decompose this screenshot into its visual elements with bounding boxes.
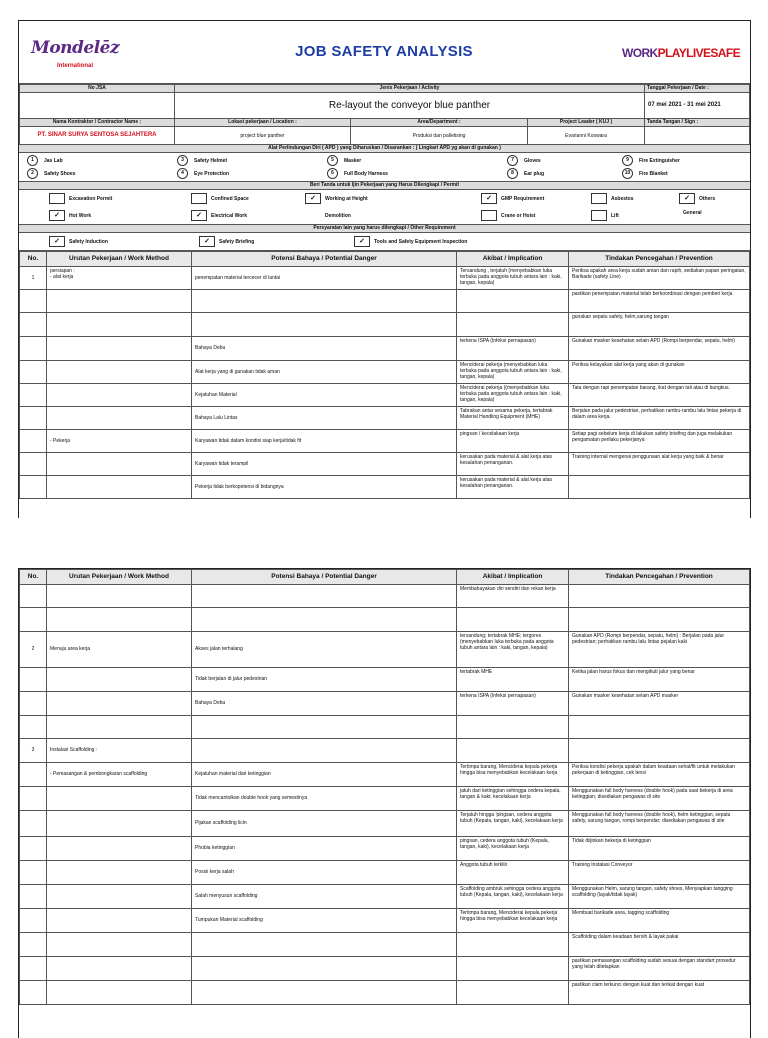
permit-label: Confined Space: [211, 195, 249, 202]
row-implication: jatuh dari ketinggian sehingga cedera kepala, tangan & kaki; kecelakaan kerja: [457, 787, 569, 811]
row-prevention: Membuat barikade area, tagging scaffolding: [569, 909, 750, 933]
mondelez-logo: [31, 38, 119, 72]
row-number: [20, 290, 47, 313]
row-implication: tertabrak MHE: [457, 668, 569, 692]
row-number: [20, 384, 47, 407]
no-jsa-label: No JSA: [20, 85, 175, 93]
row-prevention: pastikan penempatan material telah berkoordinasi dengan pemberi kerja: [569, 290, 750, 313]
other-req-item[interactable]: [49, 236, 199, 247]
row-implication: terkena ISPA (Infeksi pernapasan): [457, 337, 569, 361]
row-number: [20, 885, 47, 909]
row-prevention: Tata dengan rapi penempatan barang, ikat dengan tali atau di bungkus.: [569, 384, 750, 407]
row-method: [47, 476, 192, 499]
row-prevention: Training internal mengenai penggunaan alat kerja yang baik & benar: [569, 453, 750, 476]
row-number: 2: [20, 632, 47, 668]
row-number: [20, 668, 47, 692]
row-implication: kerusakan pada material & alat kerja atas kesalahan penanganan.: [457, 453, 569, 476]
ppe-bar: Alat Perlindungan Diri ( APD ) yang Diharuskan / Disarankan : ( Lingkari APD yg akan di gunakan ): [19, 145, 750, 153]
table-row: [20, 692, 750, 716]
row-implication: [457, 313, 569, 337]
table-row: [20, 290, 750, 313]
permit-label: General: [683, 210, 702, 216]
row-prevention: pastikan pemasangan scaffolding sudah sesuai dengan standart prosedur yang telah ditetapkan: [569, 957, 750, 981]
jsa-page-2: [18, 568, 751, 1038]
row-number: [20, 313, 47, 337]
row-number: [20, 407, 47, 430]
permit-label: GMP Requirement: [501, 195, 545, 202]
permit-item[interactable]: [191, 210, 305, 221]
other-req-checkbox[interactable]: ✓: [49, 236, 65, 247]
row-number: [20, 716, 47, 739]
permit-label: Excavation Permit: [69, 195, 113, 202]
ppe-number: 4: [177, 168, 188, 179]
date-label: Tanggal Pekerjaan / Date :: [645, 85, 750, 93]
col-no: No.: [20, 570, 47, 585]
row-number: [20, 861, 47, 885]
other-req-row: [19, 233, 750, 251]
table-row: [20, 337, 750, 361]
row-method: [47, 837, 192, 861]
contractor-value: PT. SINAR SURYA SENTOSA SEJAHTERA: [20, 127, 175, 145]
row-prevention: [569, 608, 750, 632]
row-danger: Karyawan tidak terampil: [192, 453, 457, 476]
slogan-live: LIVE: [686, 46, 711, 60]
table-row: [20, 608, 750, 632]
permit-bar: Beri Tanda untuk Ijin Pekerjaan yang Harus Dilengkapi / Permit: [19, 182, 750, 190]
row-method: persiapan : - alat kerja: [47, 267, 192, 290]
row-number: 3: [20, 739, 47, 763]
row-method: [47, 313, 192, 337]
slogan-work: WORK: [622, 46, 658, 60]
row-number: [20, 585, 47, 608]
row-prevention: Scaffolding dalam keadaan bersih & layak pakai: [569, 933, 750, 957]
slogan-safe: SAFE: [710, 46, 740, 60]
permit-item[interactable]: [591, 193, 679, 204]
row-number: [20, 981, 47, 1005]
table-row: [20, 632, 750, 668]
other-req-label: Safety Briefing: [219, 238, 255, 245]
row-method: [47, 716, 192, 739]
row-danger: Bahaya Debu: [192, 337, 457, 361]
col-method: Urutan Pekerjaan / Work Method: [47, 570, 192, 585]
row-method: [47, 668, 192, 692]
row-prevention: Berjalan pada jalur pedestrian, perhatikan rambu-rambu lalu lintas pekerja di dalam area kerja.: [569, 407, 750, 430]
row-method: [47, 608, 192, 632]
other-req-bar: Persyaratan lain yang harus dilengkapi / Other Requirement: [19, 225, 750, 233]
row-prevention: Tidak diijinkan bekerja di ketinggian: [569, 837, 750, 861]
col-implication: Akibat / Implication: [457, 252, 569, 267]
location-value: project blue panther: [175, 127, 351, 145]
other-req-label: Safety Induction: [69, 238, 108, 245]
table-row: [20, 837, 750, 861]
permit-checkbox[interactable]: ✓: [305, 193, 321, 204]
signature-label: Tanda Tangan / Sign :: [645, 119, 750, 127]
row-danger: [192, 585, 457, 608]
permit-checkbox[interactable]: [591, 210, 607, 221]
row-danger: [192, 933, 457, 957]
jsa-table-page-2: [19, 569, 750, 1005]
row-danger: [192, 957, 457, 981]
leader-label: Project Leader ( KUJ ): [528, 119, 645, 127]
row-method: [47, 692, 192, 716]
ppe-number: 1: [27, 155, 38, 166]
logo-text: Mondelēz: [31, 38, 120, 58]
activity-label: Jenis Pekerjaan / Activity: [175, 85, 645, 93]
row-implication: Anggota tubuh terkilir: [457, 861, 569, 885]
row-danger: Salah menyusun scaffolding: [192, 885, 457, 909]
row-implication: [457, 608, 569, 632]
row-implication: [457, 981, 569, 1005]
permit-item[interactable]: [305, 210, 481, 221]
other-req-checkbox[interactable]: ✓: [354, 236, 370, 247]
table-row: [20, 933, 750, 957]
jsa-table-page-1: [19, 251, 750, 499]
permit-item[interactable]: [49, 193, 191, 204]
ppe-item[interactable]: [622, 155, 742, 166]
table-row: [20, 885, 750, 909]
table-row: [20, 384, 750, 407]
table-row: [20, 763, 750, 787]
row-danger: Bahaya Debu: [192, 692, 457, 716]
row-prevention: Ketika jalan harus fokus dan mengikuti jalur yang benar: [569, 668, 750, 692]
jsa-page-1: [18, 20, 751, 518]
row-method: - Pemasangan & pembongkaran scaffolding: [47, 763, 192, 787]
table-row: [20, 861, 750, 885]
row-danger: Tidak berjalan di jalur pedestrian: [192, 668, 457, 692]
table-row: [20, 361, 750, 384]
row-prevention: Periksa apakah area kerja sudah aman dan rapih, sediakan papan peringatan, Barikade (safety Line): [569, 267, 750, 290]
row-danger: Tumpukan Material scaffolding: [192, 909, 457, 933]
row-prevention: [569, 585, 750, 608]
date-value: 07 mei 2021 - 31 mei 2021: [645, 93, 750, 119]
row-method: Menuju area kerja: [47, 632, 192, 668]
logo-sub: International: [57, 63, 94, 69]
row-number: [20, 957, 47, 981]
row-prevention: Gunakan APD (Rompi berpendar, sepatu, helm) : Berjalan pada jalur pedestrian; perhatikan rambu lalu lintas pejalan kaki: [569, 632, 750, 668]
row-implication: Terjatuh hingga 'pingsan, cedera anggota tubuh (Kepala, tangan, kaki), kecelakaan kerja: [457, 811, 569, 837]
row-number: [20, 692, 47, 716]
ppe-number: 8: [507, 168, 518, 179]
table-row: [20, 407, 750, 430]
row-danger: Karyawan tidak dalam kondisi siap kerja/tidak fit: [192, 430, 457, 453]
row-danger: Kejatuhan material dari ketinggian: [192, 763, 457, 787]
permit-item[interactable]: [305, 193, 481, 204]
permit-checkbox[interactable]: [481, 210, 497, 221]
row-method: [47, 290, 192, 313]
row-implication: pingsan / kecelakaan kerja: [457, 430, 569, 453]
row-danger: [192, 608, 457, 632]
permit-checkbox[interactable]: ✓: [49, 210, 65, 221]
ppe-number: 6: [327, 168, 338, 179]
row-implication: kerusakan pada material & alat kerja atas kesalahan penanganan.: [457, 476, 569, 499]
table-row: [20, 585, 750, 608]
row-danger: Akses jalan terhalang: [192, 632, 457, 668]
ppe-item[interactable]: [177, 168, 327, 179]
table-header: [20, 570, 750, 585]
col-method: Urutan Pekerjaan / Work Method: [47, 252, 192, 267]
row-prevention: Menggunakan full body harness (double hook) pada saat bekerja di area ketinggian; disediakan pengawas di site: [569, 787, 750, 811]
no-jsa-value: [20, 93, 175, 119]
row-prevention: Setiap pagi sebelum kerja di lakukan safety briefing dan juga melakukan pengamatan perilaku pekerjanya: [569, 430, 750, 453]
row-implication: Membahayakan diri sendiri dan rekan kerja: [457, 585, 569, 608]
row-prevention: [569, 476, 750, 499]
permit-label: Electrical Work: [211, 212, 248, 219]
permit-item[interactable]: [481, 193, 591, 204]
row-method: [47, 787, 192, 811]
row-method: [47, 384, 192, 407]
table-row: [20, 476, 750, 499]
ppe-label: Eye Protection: [194, 170, 230, 177]
ppe-item[interactable]: [507, 155, 622, 166]
row-number: [20, 453, 47, 476]
row-prevention: [569, 716, 750, 739]
table-row: [20, 811, 750, 837]
row-implication: pingsan, cedera anggota tubuh (Kepala, tangan, kaki), kecelakaan kerja: [457, 837, 569, 861]
row-prevention: Periksa kelayakan alat kerja yang akan di gunakan: [569, 361, 750, 384]
row-danger: Pekerja tidak berkopetensi di bidangnya: [192, 476, 457, 499]
row-method: [47, 811, 192, 837]
table-header: [20, 252, 750, 267]
row-danger: Bahaya Lalu Lintas: [192, 407, 457, 430]
info-table: [19, 84, 750, 145]
ppe-label: Masker: [344, 157, 362, 164]
permit-label: Asbestos: [611, 195, 634, 202]
activity-value: Re-layout the conveyor blue panther: [175, 93, 645, 119]
table-row: [20, 909, 750, 933]
col-implication: Akibat / Implication: [457, 570, 569, 585]
row-danger: Phobia ketinggian: [192, 837, 457, 861]
row-implication: Tertimpa barang, Menciderai kepala pekerja hingga bisa menyebabkan kecelakaan kerja: [457, 909, 569, 933]
row-implication: [457, 933, 569, 957]
col-danger: Potensi Bahaya / Potential Danger: [192, 252, 457, 267]
permit-label: Crane or Hoist: [501, 212, 536, 219]
row-prevention: pastikan clam terkunci dengan kuat dan terikat dengan kuat: [569, 981, 750, 1005]
permit-item[interactable]: [191, 193, 305, 204]
document-title: JOB SAFETY ANALYSIS: [295, 43, 473, 60]
ppe-grid: [19, 153, 750, 182]
row-method: [47, 861, 192, 885]
table-row: [20, 430, 750, 453]
workplaylivesafe-logo: [622, 46, 740, 60]
ppe-number: 3: [177, 155, 188, 166]
contractor-label: Nama Kontraktor / Contractor Name :: [20, 119, 175, 127]
row-method: [47, 933, 192, 957]
location-label: Lokasi pekerjaan / Location :: [175, 119, 351, 127]
row-danger: Pijakan scaffolding licin: [192, 811, 457, 837]
row-number: [20, 430, 47, 453]
permit-checkbox[interactable]: ✓: [191, 210, 207, 221]
row-danger: Tidak mencantolkan double hook yang semestinya: [192, 787, 457, 811]
other-req-item[interactable]: [199, 236, 354, 247]
row-prevention: Menggunakan Helm, sarung tangan, safety shoes, Menyiapkan tangging scaffolding (layak/tidak layak): [569, 885, 750, 909]
ppe-item[interactable]: [177, 155, 327, 166]
row-method: [47, 957, 192, 981]
ppe-label: Fire Extinguisher: [639, 157, 680, 164]
row-method: [47, 407, 192, 430]
row-danger: [192, 739, 457, 763]
document-header: [19, 21, 750, 84]
table-row: [20, 739, 750, 763]
row-method: [47, 585, 192, 608]
area-label: Area/Department :: [351, 119, 528, 127]
row-number: [20, 811, 47, 837]
row-prevention: Gunakan masker kesehatan selain APD masker: [569, 692, 750, 716]
permit-item: [679, 210, 720, 221]
other-req-label: Tools and Safety Equipment Inspection: [374, 238, 468, 245]
row-prevention: [569, 739, 750, 763]
permit-label: Working at Height: [325, 195, 368, 202]
permit-item[interactable]: [591, 210, 679, 221]
leader-value: Evarianni Koswara: [528, 127, 645, 145]
table-row: [20, 313, 750, 337]
row-implication: [457, 716, 569, 739]
row-implication: tersandung; tertabrak MHE; tergores (menyebabkan luka terbuka pada anggota tubuh antara lain : kaki, tangan, kepala): [457, 632, 569, 668]
area-value: Produksi dan palletising: [351, 127, 528, 145]
row-number: [20, 361, 47, 384]
ppe-label: Fire Blanket: [639, 170, 668, 177]
permit-grid: [19, 190, 750, 225]
col-prevention: Tindakan Pencegahan / Prevention: [569, 570, 750, 585]
permit-label: Hot Work: [69, 212, 92, 219]
ppe-label: Full Body Harness: [344, 170, 388, 177]
table-row: [20, 716, 750, 739]
row-number: [20, 763, 47, 787]
row-implication: Tabrakan antar sesama pekerja, tertabrak Material Handling Equipment (MHE): [457, 407, 569, 430]
permit-checkbox[interactable]: [49, 193, 65, 204]
row-danger: [192, 716, 457, 739]
row-danger: Posisi kerja salah: [192, 861, 457, 885]
row-implication: [457, 290, 569, 313]
ppe-number: 2: [27, 168, 38, 179]
row-method: [47, 909, 192, 933]
row-number: [20, 909, 47, 933]
ppe-label: Safety Helmet: [194, 157, 228, 164]
ppe-number: 10: [622, 168, 633, 179]
row-danger: [192, 313, 457, 337]
row-prevention: Menggunakan full body harness (double hook), helm ketinggian, sepatu safety, sarung tangan, rompi berpendar; disediakan pengawas di site: [569, 811, 750, 837]
row-method: [47, 361, 192, 384]
row-number: [20, 337, 47, 361]
col-danger: Potensi Bahaya / Potential Danger: [192, 570, 457, 585]
ppe-label: Jas Lab: [44, 157, 63, 164]
table-row: [20, 981, 750, 1005]
row-method: - Pekerja: [47, 430, 192, 453]
permit-label: Others: [699, 195, 716, 202]
row-danger: [192, 981, 457, 1005]
ppe-item[interactable]: [27, 168, 177, 179]
row-implication: Menciderai pekerja ((menyebabkan luka terbuka pada anggota tubuh antara lain : kaki, tangan, kepala): [457, 384, 569, 407]
row-prevention: gunakan sepatu safety, helm,sarung tangan: [569, 313, 750, 337]
ppe-item[interactable]: [27, 155, 177, 166]
table-row: [20, 267, 750, 290]
ppe-label: Ear plug: [524, 170, 545, 177]
row-method: [47, 981, 192, 1005]
ppe-item[interactable]: [327, 168, 507, 179]
table-row: [20, 668, 750, 692]
table-row: [20, 453, 750, 476]
permit-item[interactable]: [481, 210, 591, 221]
row-implication: Scaffolding ambruk sehingga cedera anggota tubuh (Kepala, tangan, kaki), kecelakaan kerja: [457, 885, 569, 909]
permit-checkbox[interactable]: ✓: [481, 193, 497, 204]
row-method: [47, 337, 192, 361]
row-number: [20, 608, 47, 632]
ppe-number: 7: [507, 155, 518, 166]
row-implication: Tertimpa barang, Menciderai kepala pekerja hingga bisa menyebabkan kecelakaan kerja: [457, 763, 569, 787]
other-req-checkbox[interactable]: ✓: [199, 236, 215, 247]
row-danger: Alat kerja yang di gunakan tidak aman: [192, 361, 457, 384]
col-no: No.: [20, 252, 47, 267]
row-prevention: Gunakan masker kesehatan selain APD (Rompi berpendar, sepatu, helm): [569, 337, 750, 361]
permit-item[interactable]: [49, 210, 191, 221]
ppe-number: 9: [622, 155, 633, 166]
row-implication: Menciderai pekerja (menyebabkan luka terbuka pada anggota tubuh antara lain : kaki, tangan, kepala): [457, 361, 569, 384]
row-number: [20, 787, 47, 811]
row-prevention: Periksa kondisi pekerja apakah dalam keadaan sehat/fit untuk melakukan pekerjaan di ketinggian, cek tensi: [569, 763, 750, 787]
ppe-item[interactable]: [507, 168, 622, 179]
slogan-play: PLAY: [657, 46, 687, 60]
row-number: 1: [20, 267, 47, 290]
row-method: [47, 453, 192, 476]
row-danger: [192, 290, 457, 313]
other-req-item[interactable]: [354, 236, 467, 247]
permit-label: Lift: [611, 212, 619, 219]
row-method: Instalasi Scaffolding :: [47, 739, 192, 763]
col-prevention: Tindakan Pencegahan / Prevention: [569, 252, 750, 267]
row-danger: penempatan material tercecer di lantai: [192, 267, 457, 290]
permit-item[interactable]: [679, 193, 720, 204]
ppe-label: Safety Shoes: [44, 170, 76, 177]
row-number: [20, 837, 47, 861]
row-implication: [457, 957, 569, 981]
permit-checkbox[interactable]: ✓: [679, 193, 695, 204]
row-implication: [457, 739, 569, 763]
row-method: [47, 885, 192, 909]
row-number: [20, 476, 47, 499]
ppe-number: 5: [327, 155, 338, 166]
row-number: [20, 933, 47, 957]
row-prevention: Training Instalasi Conveyor: [569, 861, 750, 885]
permit-checkbox[interactable]: [191, 193, 207, 204]
ppe-item[interactable]: [622, 168, 742, 179]
row-danger: Kejatuhan Material: [192, 384, 457, 407]
permit-label: Demolition: [325, 212, 351, 219]
table-row: [20, 787, 750, 811]
row-implication: Tersandung , terjatuh (menyebabkan luka terbuka pada anggota tubuh antara lain : kaki, tangan, kepala): [457, 267, 569, 290]
ppe-label: Gloves: [524, 157, 541, 164]
permit-checkbox[interactable]: [591, 193, 607, 204]
table-row: [20, 957, 750, 981]
signature-value: [645, 127, 750, 145]
ppe-item[interactable]: [327, 155, 507, 166]
row-implication: terkena ISPA (Infeksi pernapasan): [457, 692, 569, 716]
